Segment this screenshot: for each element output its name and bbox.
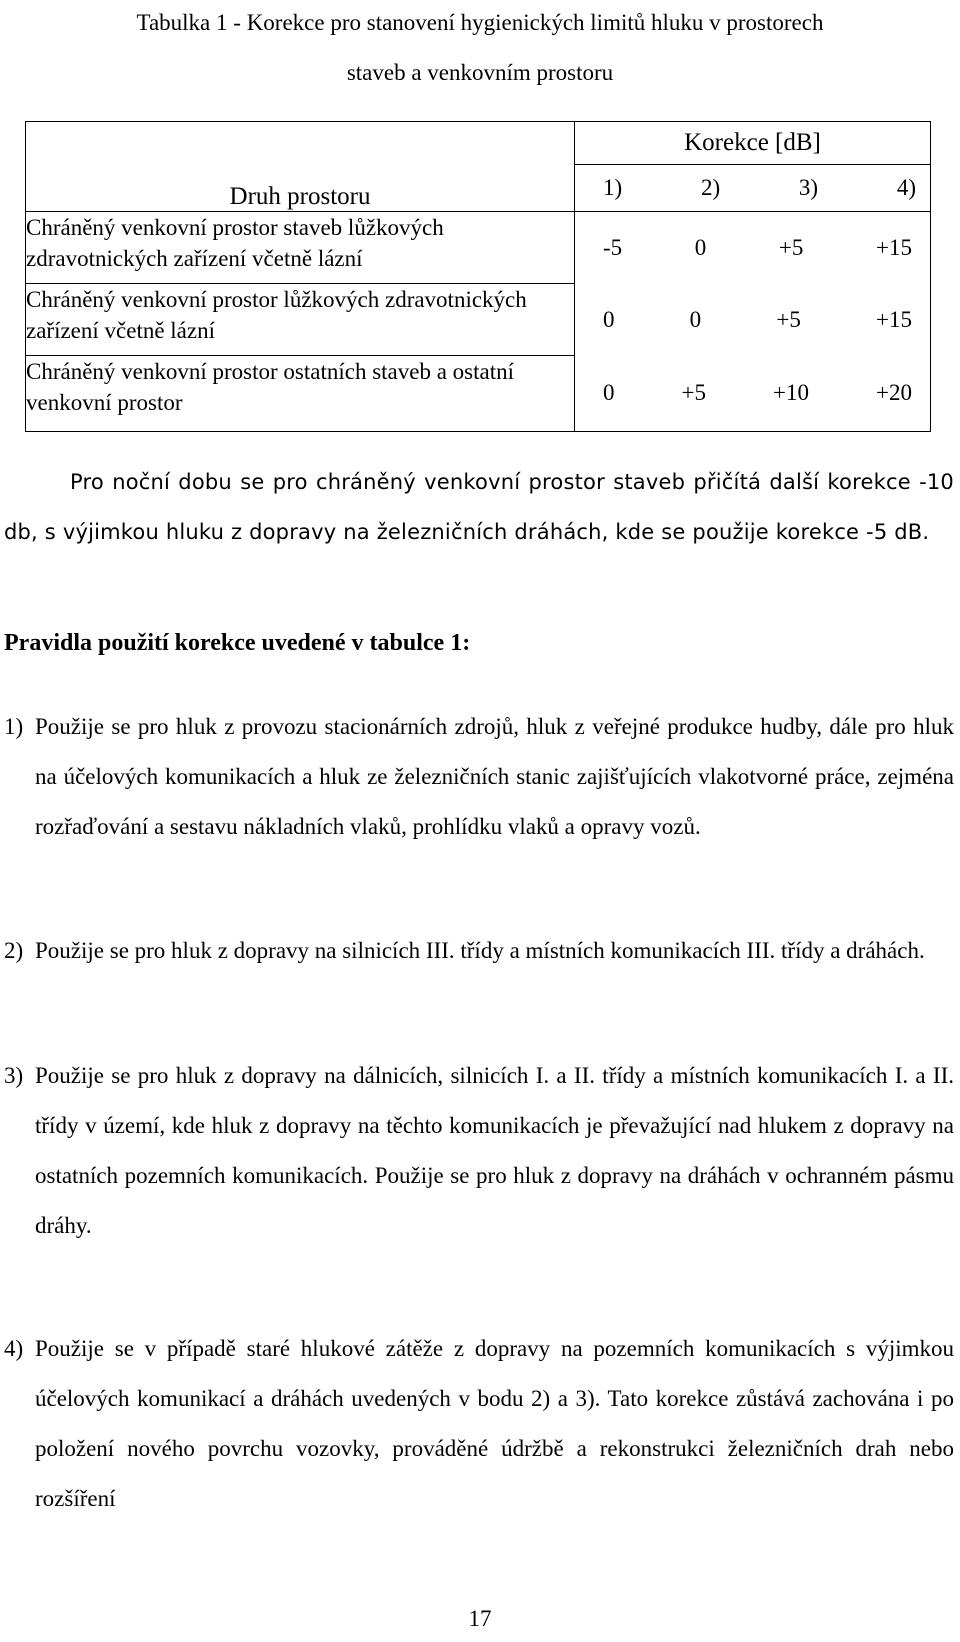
table-row <box>26 284 931 356</box>
column-number: 3) <box>798 175 819 200</box>
value-cell: +15 <box>875 234 912 260</box>
column-numbers <box>575 165 931 212</box>
night-correction-note: Pro noční dobu se pro chráněný venkovní prostor staveb přičítá další korekce -10 db, s výjimkou hluku z dopravy na železničních dráhách, kde se použije korekce -5 dB. <box>4 470 954 544</box>
correction-table <box>25 121 931 432</box>
kind-header: Druh prostoru <box>26 122 575 212</box>
rule-number: 3) <box>4 1063 24 1088</box>
column-number: 4) <box>896 175 916 200</box>
rule-item <box>4 1051 954 1251</box>
values-cell <box>575 356 931 432</box>
value-cell: +15 <box>876 306 912 332</box>
value-cell: 0 <box>689 306 702 332</box>
rule-item <box>4 1324 954 1524</box>
value-cell: -5 <box>603 234 623 260</box>
rule-item <box>4 926 954 976</box>
table-row <box>26 212 931 284</box>
value-cell: 0 <box>694 234 707 260</box>
kind-cell: Chráněný venkovní prostor lůžkových zdravotnických zařízení včetně lázní <box>26 284 575 356</box>
rule-item <box>4 702 954 852</box>
rule-text: Použije se v případě staré hlukové zátěže z dopravy na pozemních komunikacích s výjimkou účelových komunikací a dráhách uvedených v bodu 2) a 3). Tato korekce zůstává zachována i po položení nového povrchu vozovky, prováděné údržbě a rekonstrukci železničních drah nebo rozšíření <box>35 1336 954 1511</box>
table-row <box>26 356 931 432</box>
rule-text: Použije se pro hluk z dopravy na silnicích III. třídy a místních komunikacích III. třídy a dráhách. <box>35 938 925 963</box>
column-number: 2) <box>700 175 721 200</box>
value-cell: +10 <box>773 380 809 406</box>
caption-lead: Tabulka 1 - <box>136 10 247 35</box>
kind-cell: Chráněný venkovní prostor staveb lůžkových zdravotnických zařízení včetně lázní <box>26 212 575 284</box>
rule-text: Použije se pro hluk z provozu stacionárních zdrojů, hluk z veřejné produkce hudby, dále pro hluk na účelových komunikacích a hluk ze železničních stanic zajišťujících vlakotvorné práce, zejména rozřaďování a sestavu nákladních vlaků, prohlídku vlaků a opravy vozů. <box>35 714 954 839</box>
rule-number: 1) <box>4 714 24 739</box>
rule-number: 2) <box>4 938 24 963</box>
rule-number: 4) <box>4 1336 24 1361</box>
values-cell <box>575 212 931 284</box>
value-cell: +5 <box>778 234 804 260</box>
table-caption <box>80 0 880 96</box>
value-cell: 0 <box>603 380 615 406</box>
page-number: 17 <box>468 1606 492 1631</box>
value-cell: +5 <box>776 306 801 332</box>
value-cell: +20 <box>876 380 912 406</box>
value-cell: +5 <box>681 380 706 406</box>
korekce-header: Korekce [dB] <box>575 122 931 165</box>
values-cell <box>575 284 931 356</box>
caption-line-2: staveb a venkovním prostoru <box>346 60 614 85</box>
column-number: 1) <box>603 175 623 200</box>
rules-heading: Pravidla použití korekce uvedené v tabulce 1: <box>4 630 471 656</box>
rule-text: Použije se pro hluk z dopravy na dálnicích, silnicích I. a II. třídy a místních komunikacích I. a II. třídy v území, kde hluk z dopravy na těchto komunikacích je převažující nad hlukem z dopravy na ostatních pozemních komunikacích. Použije se pro hluk z dopravy na dráhách v ochranném pásmu dráhy. <box>35 1063 954 1238</box>
caption-line-1: Korekce pro stanovení hygienických limitů hluku v prostorech <box>246 10 824 35</box>
kind-cell: Chráněný venkovní prostor ostatních staveb a ostatní venkovní prostor <box>26 356 575 432</box>
value-cell: 0 <box>603 306 615 332</box>
